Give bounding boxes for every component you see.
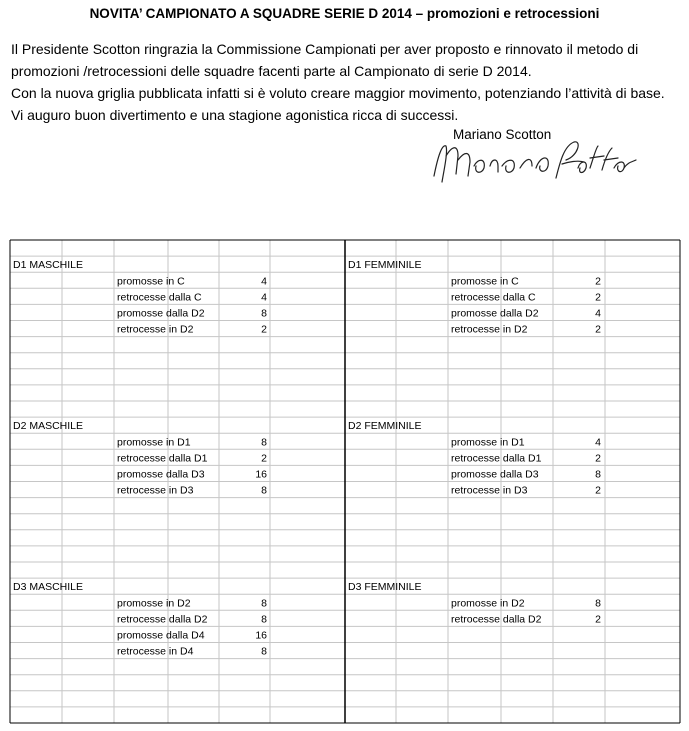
row-label: retrocesse dalla C bbox=[117, 291, 202, 304]
row-value: 2 bbox=[595, 291, 601, 304]
row-value: 8 bbox=[261, 484, 267, 497]
section-title: D2 MASCHILE bbox=[13, 420, 84, 433]
row-value: 8 bbox=[261, 436, 267, 449]
section-title: D2 FEMMINILE bbox=[348, 420, 422, 433]
row-value: 2 bbox=[595, 613, 601, 626]
section-title: D1 FEMMINILE bbox=[348, 259, 422, 272]
signature-name: Mariano Scotton bbox=[453, 127, 552, 142]
row-value: 8 bbox=[261, 613, 267, 626]
row-label: retrocesse in D3 bbox=[451, 484, 528, 497]
row-label: retrocesse dalla D1 bbox=[117, 452, 208, 465]
row-label: promosse in C bbox=[117, 275, 185, 288]
row-value: 4 bbox=[595, 436, 601, 449]
row-label: promosse dalla D4 bbox=[117, 629, 205, 642]
row-value: 2 bbox=[595, 484, 601, 497]
row-value: 4 bbox=[261, 275, 267, 288]
section-title: D3 MASCHILE bbox=[13, 581, 84, 594]
row-value: 2 bbox=[595, 275, 601, 288]
row-value: 2 bbox=[261, 323, 267, 336]
row-label: promosse in D1 bbox=[117, 436, 191, 449]
row-label: promosse dalla D3 bbox=[117, 468, 205, 481]
row-value: 16 bbox=[255, 629, 267, 642]
row-value: 8 bbox=[595, 468, 601, 481]
row-label: promosse in D2 bbox=[451, 597, 525, 610]
row-label: retrocesse in D3 bbox=[117, 484, 194, 497]
paragraph-line: Con la nuova griglia pubblicata infatti si è voluto creare maggior movimento, potenziando l’attività di base. bbox=[11, 85, 665, 101]
document-title: NOVITA’ CAMPIONATO A SQUADRE SERIE D 2014 – promozioni e retrocessioni bbox=[89, 6, 600, 21]
row-label: promosse in D2 bbox=[117, 597, 191, 610]
section-title: D3 FEMMINILE bbox=[348, 581, 422, 594]
row-label: retrocesse in D2 bbox=[117, 323, 194, 336]
row-value: 8 bbox=[261, 645, 267, 658]
row-label: retrocesse in D2 bbox=[451, 323, 528, 336]
row-value: 16 bbox=[255, 468, 267, 481]
row-label: retrocesse in D4 bbox=[117, 645, 194, 658]
row-label: promosse dalla D3 bbox=[451, 468, 539, 481]
row-value: 8 bbox=[595, 597, 601, 610]
paragraph-line: promozioni /retrocessioni delle squadre facenti parte al Campionato di serie D 2014. bbox=[11, 63, 532, 79]
row-label: retrocesse dalla D2 bbox=[451, 613, 542, 626]
row-value: 4 bbox=[261, 291, 267, 304]
row-label: promosse dalla D2 bbox=[451, 307, 539, 320]
row-label: promosse in C bbox=[451, 275, 519, 288]
row-label: retrocesse dalla D2 bbox=[117, 613, 208, 626]
row-label: promosse in D1 bbox=[451, 436, 525, 449]
row-value: 2 bbox=[595, 452, 601, 465]
row-value: 2 bbox=[595, 323, 601, 336]
row-label: retrocesse dalla C bbox=[451, 291, 536, 304]
paragraph-line: Vi auguro buon divertimento e una stagione agonistica ricca di successi. bbox=[11, 107, 459, 123]
row-value: 2 bbox=[261, 452, 267, 465]
paragraph-line: Il Presidente Scotton ringrazia la Commissione Campionati per aver proposto e rinnovato il metodo di bbox=[11, 41, 639, 57]
row-value: 8 bbox=[261, 597, 267, 610]
row-label: retrocesse dalla D1 bbox=[451, 452, 542, 465]
row-label: promosse dalla D2 bbox=[117, 307, 205, 320]
section-title: D1 MASCHILE bbox=[13, 259, 84, 272]
row-value: 8 bbox=[261, 307, 267, 320]
row-value: 4 bbox=[595, 307, 601, 320]
